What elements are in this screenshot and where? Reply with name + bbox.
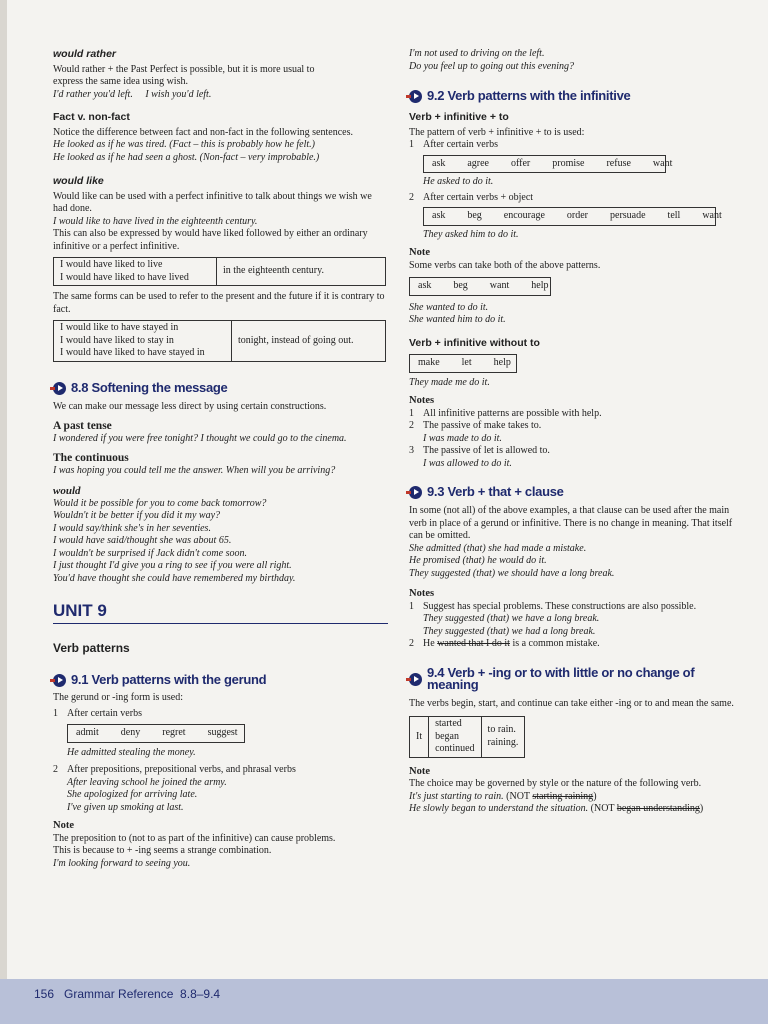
list-item <box>409 638 739 651</box>
example: It's just starting to rain. <box>409 790 504 802</box>
cell: raining. <box>487 736 519 748</box>
list-item <box>409 445 739 458</box>
wordbox-word: tell <box>667 210 681 221</box>
example: They asked him to do it. <box>423 228 519 240</box>
example: I was hoping you could tell me the answer. When will you be arriving? <box>53 464 336 476</box>
wordbox-word: refuse <box>606 157 631 169</box>
section-title: 8.8 Softening the message <box>71 379 228 395</box>
list-item <box>409 420 739 433</box>
wordbox-both-patterns <box>409 277 551 296</box>
example: They suggested (that) we have a long break. <box>423 613 600 624</box>
list-item <box>409 192 739 205</box>
example: He looked as if he was tired. (Fact – this is probably how he felt.) <box>53 139 316 150</box>
cell: I would like to have stayed in <box>60 322 179 333</box>
item-text: The passive of make takes to. <box>423 420 542 431</box>
wordbox-word: regret <box>162 727 186 738</box>
section-9-2 <box>409 90 739 103</box>
wordbox-word: help <box>531 280 549 291</box>
example: I wouldn't be surprised if Jack didn't come soon. <box>53 547 247 559</box>
wordbox-word: want <box>489 280 510 291</box>
cell: in the eighteenth century. <box>217 258 386 286</box>
text: The choice may be governed by style or the nature of the following verb. <box>409 778 702 789</box>
section-8-8 <box>53 379 388 395</box>
note-heading: Note <box>409 765 430 777</box>
heading-verb-infinitive-to: Verb + infinitive + to <box>409 111 509 123</box>
cell: to rain. <box>487 724 516 736</box>
text: The verbs begin, start, and continue can take either -ing or to and mean the same. <box>409 697 734 709</box>
wordbox-word: deny <box>120 727 141 738</box>
example: I was allowed to do it. <box>423 457 512 469</box>
wordbox-infinitive-verbs <box>423 155 673 174</box>
example: He asked to do it. <box>423 176 494 187</box>
table-would-have-liked <box>53 257 386 286</box>
heading-would-like: would like <box>53 175 104 187</box>
section-9-4 <box>409 664 739 692</box>
section-arrow-icon <box>53 382 66 395</box>
item-text: Suggest has special problems. These constructions are also possible. <box>423 600 697 612</box>
section-title: 9.4 Verb + -ing or to with little or no change of meaning <box>427 664 695 692</box>
example: She admitted (that) she had made a mistake. <box>409 542 587 554</box>
list-item <box>53 708 388 721</box>
example: Wouldn't it be better if you did it my way? <box>53 510 221 521</box>
text: Notice the difference between fact and non-fact in the following sentences. <box>53 126 353 138</box>
text: Would like can be used with a perfect infinitive to talk about things we wish we had done. <box>53 190 372 214</box>
item-text <box>423 638 600 651</box>
example: Do you feel up to going out this evening? <box>409 60 574 72</box>
example: She apologized for arriving late. <box>67 789 198 800</box>
item-number: 1 <box>409 600 414 612</box>
example: He admitted stealing the money. <box>67 746 196 758</box>
example: I'm not used to driving on the left. <box>409 48 545 59</box>
item-number: 1 <box>409 407 414 419</box>
list-item <box>409 139 739 152</box>
notes-heading: Notes <box>409 588 435 599</box>
table-would-like <box>53 320 386 362</box>
text: Some verbs can take both of the above patterns. <box>409 259 601 271</box>
text: We can make our message less direct by using certain constructions. <box>53 400 327 412</box>
struck-text: wanted that I do it <box>437 638 510 649</box>
text: The gerund or -ing form is used: <box>53 692 183 703</box>
text: The pattern of verb + infinitive + to is used: <box>409 126 585 138</box>
example: She wanted him to do it. <box>409 314 506 325</box>
wordbox-word: offer <box>511 157 531 169</box>
unit-divider <box>53 623 388 624</box>
notes-heading: Notes <box>409 395 435 406</box>
wordbox-word: want <box>702 210 722 221</box>
unit-title: UNIT 9 <box>53 601 107 620</box>
heading-fact: Fact v. non-fact <box>53 111 130 123</box>
item-number: 2 <box>409 191 414 203</box>
example: He looked as if he had seen a ghost. (Non-fact – very improbable.) <box>53 151 320 163</box>
section-title: 9.1 Verb patterns with the gerund <box>71 672 267 688</box>
page-edge <box>0 0 7 1024</box>
section-arrow-icon <box>409 673 422 686</box>
example-line: It's just starting to rain. (NOT starting raining) <box>409 790 597 802</box>
cell: I would have liked to live <box>60 259 163 270</box>
item-number: 2 <box>409 420 414 431</box>
item-number: 1 <box>53 707 58 719</box>
example: I was made to do it. <box>423 432 502 444</box>
note-heading: Note <box>409 247 430 258</box>
right-column <box>409 48 739 816</box>
example-line: He slowly began to understand the situation. (NOT began understanding) <box>409 803 704 814</box>
text: This can also be expressed by would have liked followed by either an ordinary infinitive or a perfect infinitive. <box>53 228 368 252</box>
cell: continued <box>435 743 475 754</box>
item-number: 2 <box>409 638 414 649</box>
example: After leaving school he joined the army. <box>67 776 227 788</box>
heading-would-rather: would rather <box>53 48 117 60</box>
list-item <box>409 408 739 421</box>
wordbox-wrap <box>409 155 739 174</box>
wordbox-word: suggest <box>207 727 238 738</box>
text: express the same idea using wish. <box>53 76 188 87</box>
example: He slowly began to understand the situation. <box>409 803 589 814</box>
item-text: The passive of let is allowed to. <box>423 445 550 456</box>
struck-text: began understanding <box>616 803 700 814</box>
text: The preposition to (not to as part of the infinitive) can cause problems. <box>53 832 336 844</box>
text: (NOT <box>590 803 615 814</box>
heading-past-tense: A past tense <box>53 420 112 432</box>
heading-continuous: The continuous <box>53 452 129 464</box>
wordbox-word: persuade <box>610 210 646 221</box>
wordbox-word: make <box>418 357 440 368</box>
item-text: After certain verbs <box>67 707 142 719</box>
example: He promised (that) he would do it. <box>409 555 547 566</box>
wordbox-word: help <box>493 357 511 368</box>
cell: I would have liked to have lived <box>60 271 189 283</box>
wordbox-word: promise <box>552 157 585 169</box>
note-heading: Note <box>53 820 74 831</box>
example: They suggested (that) we should have a long break. <box>409 567 615 579</box>
wordbox-word: order <box>566 210 588 221</box>
item-number: 1 <box>409 139 414 150</box>
struck-text: starting raining <box>532 790 594 802</box>
list-item <box>53 764 388 777</box>
section-arrow-icon <box>409 486 422 499</box>
wordbox-word: ask <box>432 210 446 221</box>
section-arrow-icon <box>53 674 66 687</box>
table-start-begin <box>409 716 525 758</box>
section-title: 9.2 Verb patterns with the infinitive <box>427 88 631 104</box>
cell: began <box>435 730 459 742</box>
example: They made me do it. <box>409 376 490 388</box>
example: I wondered if you were free tonight? I thought we could go to the cinema. <box>53 432 347 444</box>
left-column <box>53 48 388 870</box>
text: is a common mistake. <box>509 638 600 649</box>
section-arrow-icon <box>409 90 422 103</box>
cell: started <box>435 718 462 729</box>
text: (NOT <box>506 790 530 802</box>
example: You'd have thought she could have remembered my birthday. <box>53 572 296 584</box>
example: Would it be possible for you to come back tomorrow? <box>53 497 267 509</box>
wordbox-gerund-verbs <box>67 724 245 743</box>
footer-text: 156 Grammar Reference 8.8–9.4 <box>34 987 221 1001</box>
example: I'm looking forward to seeing you. <box>53 857 191 869</box>
heading-would: would <box>53 485 81 497</box>
example: She wanted to do it. <box>409 301 489 313</box>
item-text: After prepositions, prepositional verbs, and phrasal verbs <box>67 764 296 775</box>
wordbox-word: let <box>461 357 472 368</box>
unit-subtitle: Verb patterns <box>53 640 130 655</box>
text: He <box>423 638 438 649</box>
example: I've given up smoking at last. <box>67 801 184 813</box>
wordbox-without-to <box>409 354 517 373</box>
wordbox-wrap <box>409 207 739 226</box>
cell: tonight, instead of going out. <box>232 321 386 362</box>
item-number: 3 <box>409 445 414 456</box>
wordbox-word: beg <box>467 210 482 221</box>
example: I would like to have lived in the eighteenth century. <box>53 215 258 227</box>
example: I would have said/thought she was about 65. <box>53 535 232 546</box>
wordbox-word: agree <box>467 157 489 169</box>
heading-infinitive-without-to: Verb + infinitive without to <box>409 336 540 349</box>
example: They suggested (that) we had a long break. <box>423 625 596 637</box>
section-9-1 <box>53 674 388 687</box>
item-text: All infinitive patterns are possible with help. <box>423 407 602 419</box>
list-item <box>409 601 739 614</box>
cell: I would have liked to stay in <box>60 334 174 346</box>
wordbox-word: admit <box>76 727 99 738</box>
section-9-3 <box>409 486 739 499</box>
section-title: 9.3 Verb + that + clause <box>427 484 564 500</box>
item-text: After certain verbs <box>423 139 498 150</box>
wordbox-word: want <box>652 157 673 169</box>
page-footer <box>0 979 768 1024</box>
wordbox-word: encourage <box>503 210 545 221</box>
wordbox-word: ask <box>418 280 432 291</box>
text: Would rather + the Past Perfect is possible, but it is more usual to <box>53 63 315 75</box>
cell: It <box>410 717 429 758</box>
wordbox-object-verbs <box>423 207 722 226</box>
item-text: After certain verbs + object <box>423 191 534 203</box>
item-number: 2 <box>53 764 58 775</box>
example: I just thought I'd give you a ring to see if you were all right. <box>53 560 292 571</box>
wordbox-word: ask <box>432 157 446 169</box>
text: This is because to + -ing seems a strange combination. <box>53 845 272 856</box>
wordbox-wrap <box>53 724 388 743</box>
wordbox-word: beg <box>453 280 468 291</box>
text: The same forms can be used to refer to the present and the future if it is contrary to fact. <box>53 291 385 315</box>
text: In some (not all) of the above examples, a that clause can be used after the main verb in place of a gerund or infinitive. There is no change in meaning. That itself can be omitted. <box>409 505 733 541</box>
example: I would say/think she's in her seventies. <box>53 522 211 534</box>
cell: I would have liked to have stayed in <box>60 347 205 358</box>
example: I'd rather you'd left. I wish you'd left. <box>53 88 212 100</box>
